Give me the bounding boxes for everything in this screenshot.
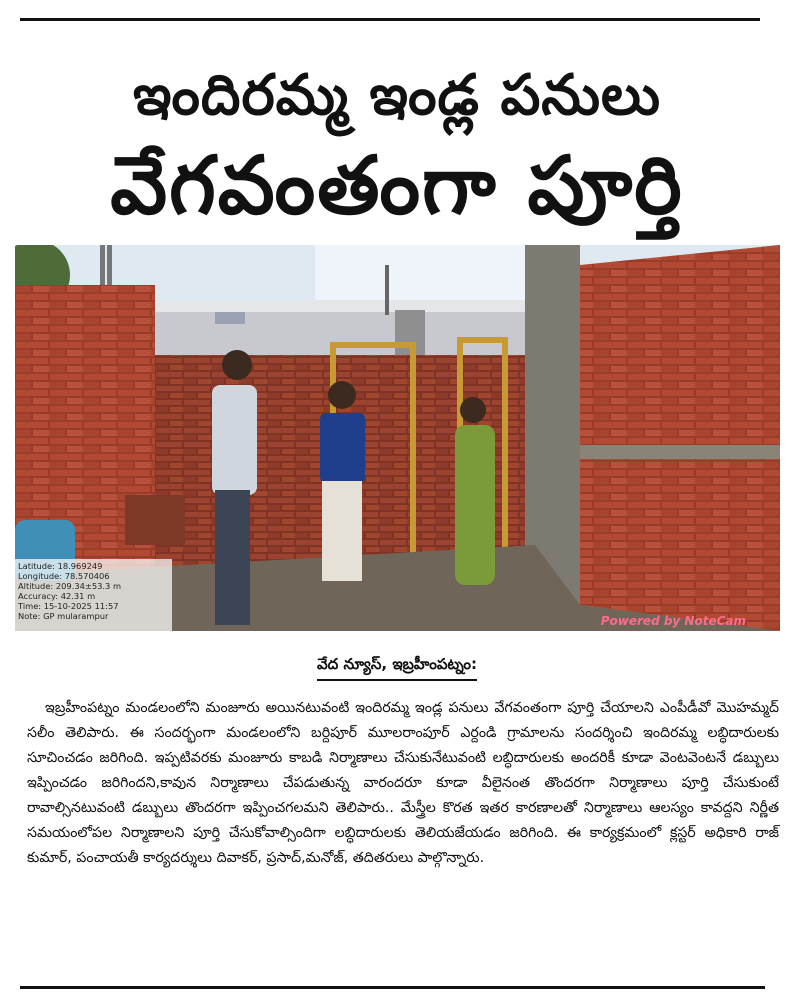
top-rule: [20, 18, 760, 21]
geo-longitude: Longitude: 78.570406: [18, 571, 110, 581]
geo-note: Note: GP mularampur: [18, 611, 109, 621]
article-body: ఇబ్రహీంపట్నం మండలంలోని మంజూరు అయినటువంటి ఇందిరమ్మ ఇండ్ల పనులు వేగవంతంగా పూర్తి చేయాలని ఎంపీడీవో మొహమ్మద్ సలీం తెలిపారు. ఈ సందర్భంగా మండలంలోని బర్దిపూర్ మూలరాంపూర్ ఎర్దండి గ్రామాలను సందర్శించి ఇందిరమ్మ లబ్ధిదారులకు సూచించడం జరిగింది. ఇప్పటివరకు మంజూరు కాబడి నిర్మాణాలు చేసుకునేటువంటి లబ్ధిదారులకు అందరికీ కూడా వెంటవెంటనే డబ్బులు ఇప్పించడం జరిగిందని,కావున నిర్మాణాలు చేపడుతున్న వారందరూ కూడా వీలైనంత తొందరగా నిర్మాణాలు పూర్తి చేసుకుంటే రావాల్సినటువంటి డబ్బులు తొందరగా ఇప్పించగలమని తెలిపారు.. మేస్త్రీల కొరత ఇతర కారణాలతో నిర్మాణాలు ఆలస్యం కావద్దని నిర్ణీత సమయంలోపల నిర్మాణాలని పూర్తి చేసుకోవాల్సిందిగా లబ్ధిదారులకు తెలియజేయడం జరిగింది. ఈ కార్యక్రమంలో క్లస్టర్ అధికారి రాజ్ కుమార్, పంచాయతీ కార్యదర్శులు దివాకర్, ప్రసాద్,మనోజ్, తదితరులు పాల్గొన్నారు.: [27, 700, 779, 866]
news-photo: [15, 245, 780, 631]
geo-latitude: Latitude: 18.969249: [18, 561, 103, 571]
notecam-watermark: Powered by NoteCam: [600, 614, 746, 628]
bottom-rule: [20, 986, 765, 989]
geo-time: Time: 15-10-2025 11:57: [18, 601, 119, 611]
byline: [0, 655, 794, 681]
headline-line-2: వేగవంతంగా పూర్తి: [110, 139, 684, 232]
byline-text: వేద న్యూస్, ఇబ్రహీంపట్నం:: [317, 655, 477, 681]
geo-altitude: Altitude: 209.34±53.3 m: [18, 581, 122, 591]
geo-accuracy: Accuracy: 42.31 m: [18, 591, 96, 601]
geo-tag-overlay: [15, 559, 172, 631]
headline-line-1: ఇందిరమ్మ ఇండ్ల పనులు: [132, 63, 662, 128]
